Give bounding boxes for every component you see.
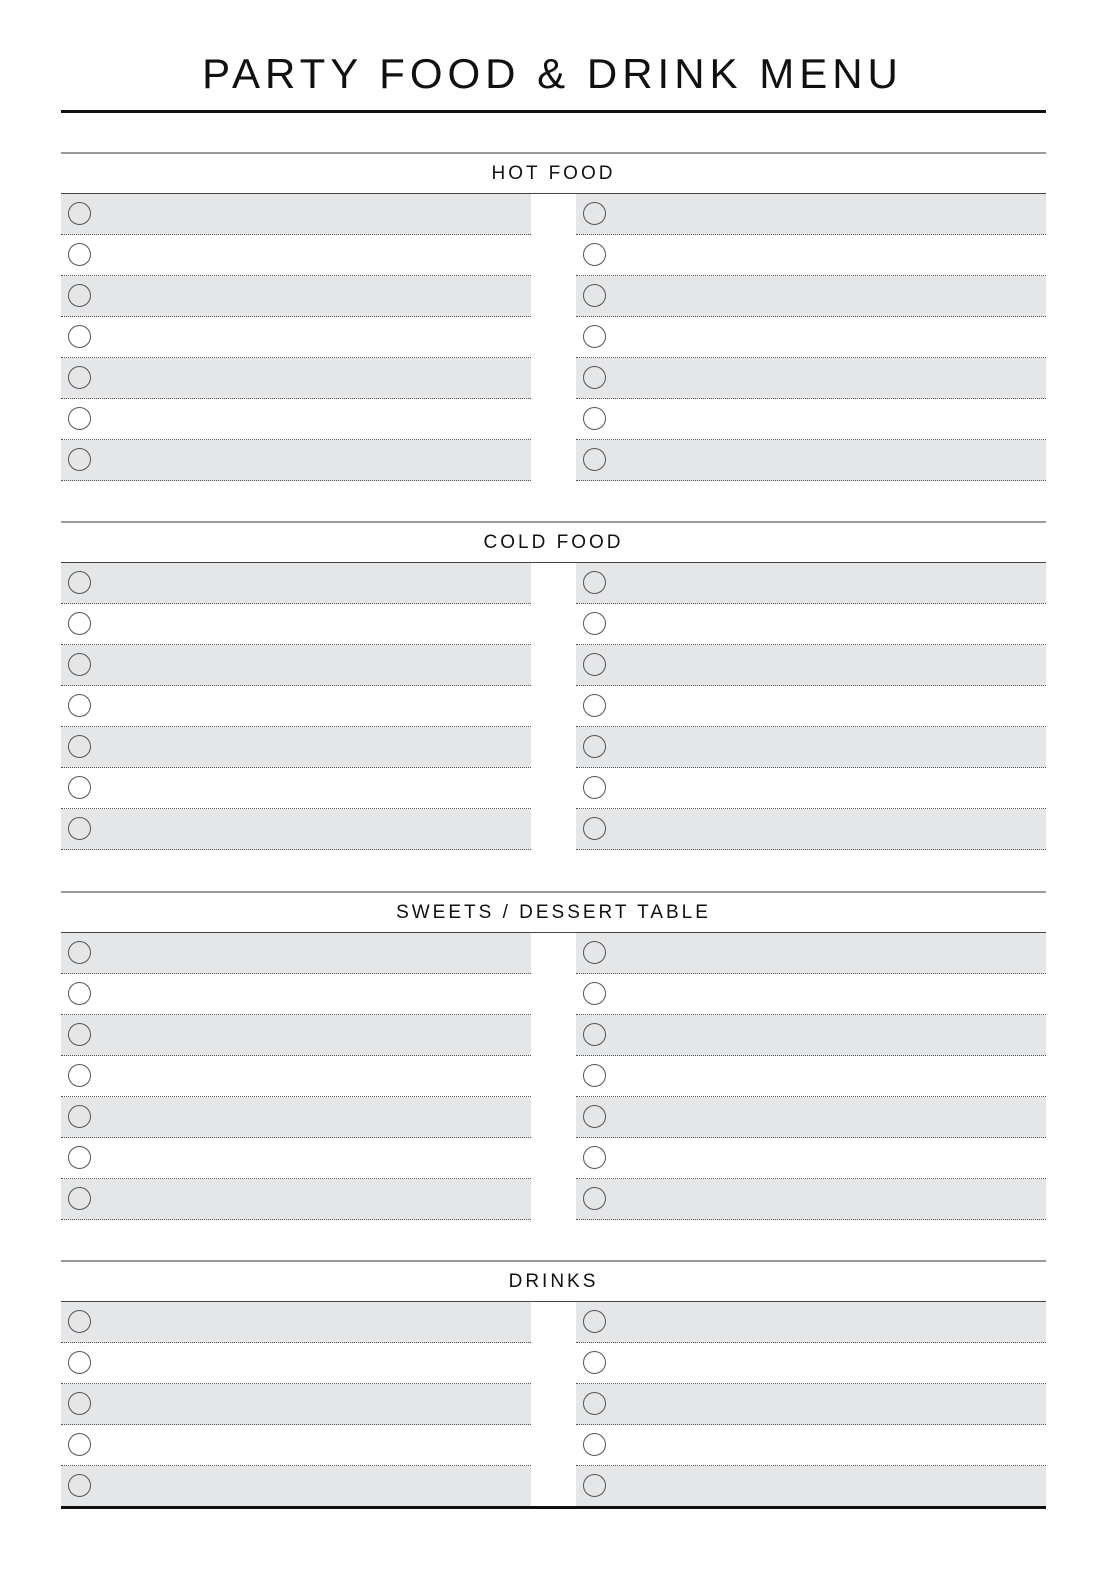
checklist-row[interactable] [576, 933, 1046, 974]
checklist-row[interactable] [61, 235, 531, 276]
checklist-row[interactable] [61, 1384, 531, 1425]
checklist-row[interactable] [61, 440, 531, 481]
circle-checkbox-icon[interactable] [68, 1146, 91, 1169]
checklist-row[interactable] [576, 604, 1046, 645]
circle-checkbox-icon[interactable] [68, 817, 91, 840]
checklist-row[interactable] [576, 563, 1046, 604]
checklist-row[interactable] [576, 276, 1046, 317]
checklist-row[interactable] [576, 1097, 1046, 1138]
circle-checkbox-icon[interactable] [583, 817, 606, 840]
section-header: HOT FOOD [61, 152, 1046, 194]
checklist-row[interactable] [61, 768, 531, 809]
circle-checkbox-icon[interactable] [68, 243, 91, 266]
circle-checkbox-icon[interactable] [68, 1105, 91, 1128]
checklist-row[interactable] [576, 1056, 1046, 1097]
circle-checkbox-icon[interactable] [68, 1392, 91, 1415]
circle-checkbox-icon[interactable] [583, 1187, 606, 1210]
circle-checkbox-icon[interactable] [583, 571, 606, 594]
checklist-row[interactable] [576, 1466, 1046, 1507]
column-right [576, 563, 1046, 850]
checklist-row[interactable] [61, 194, 531, 235]
checklist-row[interactable] [576, 727, 1046, 768]
circle-checkbox-icon[interactable] [68, 448, 91, 471]
section-cold-food [61, 521, 1046, 563]
column-left [61, 1302, 531, 1507]
checklist-row[interactable] [576, 768, 1046, 809]
checklist-row[interactable] [576, 645, 1046, 686]
circle-checkbox-icon[interactable] [68, 1187, 91, 1210]
circle-checkbox-icon[interactable] [68, 941, 91, 964]
checklist-row[interactable] [576, 358, 1046, 399]
circle-checkbox-icon[interactable] [583, 1474, 606, 1497]
page-title: PARTY FOOD & DRINK MENU [202, 50, 903, 97]
column-right [576, 1302, 1046, 1507]
circle-checkbox-icon[interactable] [68, 1310, 91, 1333]
checklist-row[interactable] [61, 1138, 531, 1179]
section-sweets-dessert-table [61, 891, 1046, 933]
column-right [576, 194, 1046, 481]
circle-checkbox-icon[interactable] [68, 1433, 91, 1456]
column-right [576, 933, 1046, 1220]
circle-checkbox-icon[interactable] [583, 694, 606, 717]
column-left [61, 933, 531, 1220]
circle-checkbox-icon[interactable] [583, 1064, 606, 1087]
circle-checkbox-icon[interactable] [583, 1310, 606, 1333]
checklist-row[interactable] [61, 604, 531, 645]
circle-checkbox-icon[interactable] [583, 366, 606, 389]
checklist-row[interactable] [61, 1015, 531, 1056]
checklist-row[interactable] [61, 1179, 531, 1220]
circle-checkbox-icon[interactable] [583, 1146, 606, 1169]
checklist-row[interactable] [576, 974, 1046, 1015]
checklist-row[interactable] [576, 399, 1046, 440]
circle-checkbox-icon[interactable] [68, 1064, 91, 1087]
circle-checkbox-icon[interactable] [583, 243, 606, 266]
circle-checkbox-icon[interactable] [68, 284, 91, 307]
checklist-row[interactable] [576, 809, 1046, 850]
checklist-row[interactable] [61, 399, 531, 440]
checklist-row[interactable] [61, 809, 531, 850]
circle-checkbox-icon[interactable] [583, 612, 606, 635]
checklist-row[interactable] [61, 563, 531, 604]
checklist-row[interactable] [61, 1056, 531, 1097]
checklist-row[interactable] [576, 686, 1046, 727]
circle-checkbox-icon[interactable] [583, 653, 606, 676]
circle-checkbox-icon[interactable] [68, 366, 91, 389]
circle-checkbox-icon[interactable] [68, 982, 91, 1005]
circle-checkbox-icon[interactable] [583, 202, 606, 225]
circle-checkbox-icon[interactable] [68, 407, 91, 430]
circle-checkbox-icon[interactable] [583, 325, 606, 348]
circle-checkbox-icon[interactable] [68, 571, 91, 594]
section-drinks [61, 1260, 1046, 1302]
circle-checkbox-icon[interactable] [583, 982, 606, 1005]
checklist-row[interactable] [576, 194, 1046, 235]
circle-checkbox-icon[interactable] [68, 776, 91, 799]
circle-checkbox-icon[interactable] [68, 202, 91, 225]
checklist-row[interactable] [576, 440, 1046, 481]
circle-checkbox-icon[interactable] [68, 653, 91, 676]
circle-checkbox-icon[interactable] [583, 407, 606, 430]
circle-checkbox-icon[interactable] [68, 1023, 91, 1046]
title-divider [61, 110, 1046, 113]
section-hot-food [61, 152, 1046, 194]
circle-checkbox-icon[interactable] [68, 1351, 91, 1374]
checklist-row[interactable] [61, 727, 531, 768]
section-header: SWEETS / DESSERT TABLE [61, 891, 1046, 933]
checklist-row[interactable] [61, 317, 531, 358]
circle-checkbox-icon[interactable] [583, 1351, 606, 1374]
circle-checkbox-icon[interactable] [583, 1023, 606, 1046]
circle-checkbox-icon[interactable] [68, 1474, 91, 1497]
circle-checkbox-icon[interactable] [583, 1433, 606, 1456]
checklist-row[interactable] [576, 1138, 1046, 1179]
checklist-row[interactable] [576, 1015, 1046, 1056]
checklist-row[interactable] [576, 1384, 1046, 1425]
circle-checkbox-icon[interactable] [583, 735, 606, 758]
checklist-row[interactable] [61, 1302, 531, 1343]
checklist-row[interactable] [576, 1343, 1046, 1384]
section-header: COLD FOOD [61, 521, 1046, 563]
bottom-divider [61, 1506, 1046, 1509]
checklist-row[interactable] [576, 317, 1046, 358]
circle-checkbox-icon[interactable] [583, 284, 606, 307]
checklist-row[interactable] [61, 1466, 531, 1507]
circle-checkbox-icon[interactable] [68, 612, 91, 635]
checklist-row[interactable] [61, 1425, 531, 1466]
column-left [61, 563, 531, 850]
checklist-row[interactable] [61, 1097, 531, 1138]
checklist-row[interactable] [61, 1343, 531, 1384]
checklist-row[interactable] [61, 974, 531, 1015]
circle-checkbox-icon[interactable] [583, 1392, 606, 1415]
column-left [61, 194, 531, 481]
circle-checkbox-icon[interactable] [583, 776, 606, 799]
section-header: DRINKS [61, 1260, 1046, 1302]
circle-checkbox-icon[interactable] [583, 941, 606, 964]
checklist-row[interactable] [61, 276, 531, 317]
circle-checkbox-icon[interactable] [68, 325, 91, 348]
circle-checkbox-icon[interactable] [583, 1105, 606, 1128]
checklist-row[interactable] [576, 1179, 1046, 1220]
checklist-row[interactable] [61, 645, 531, 686]
checklist-row[interactable] [61, 358, 531, 399]
checklist-row[interactable] [576, 235, 1046, 276]
checklist-row[interactable] [576, 1425, 1046, 1466]
checklist-row[interactable] [61, 933, 531, 974]
circle-checkbox-icon[interactable] [68, 694, 91, 717]
checklist-row[interactable] [61, 686, 531, 727]
circle-checkbox-icon[interactable] [583, 448, 606, 471]
checklist-row[interactable] [576, 1302, 1046, 1343]
circle-checkbox-icon[interactable] [68, 735, 91, 758]
